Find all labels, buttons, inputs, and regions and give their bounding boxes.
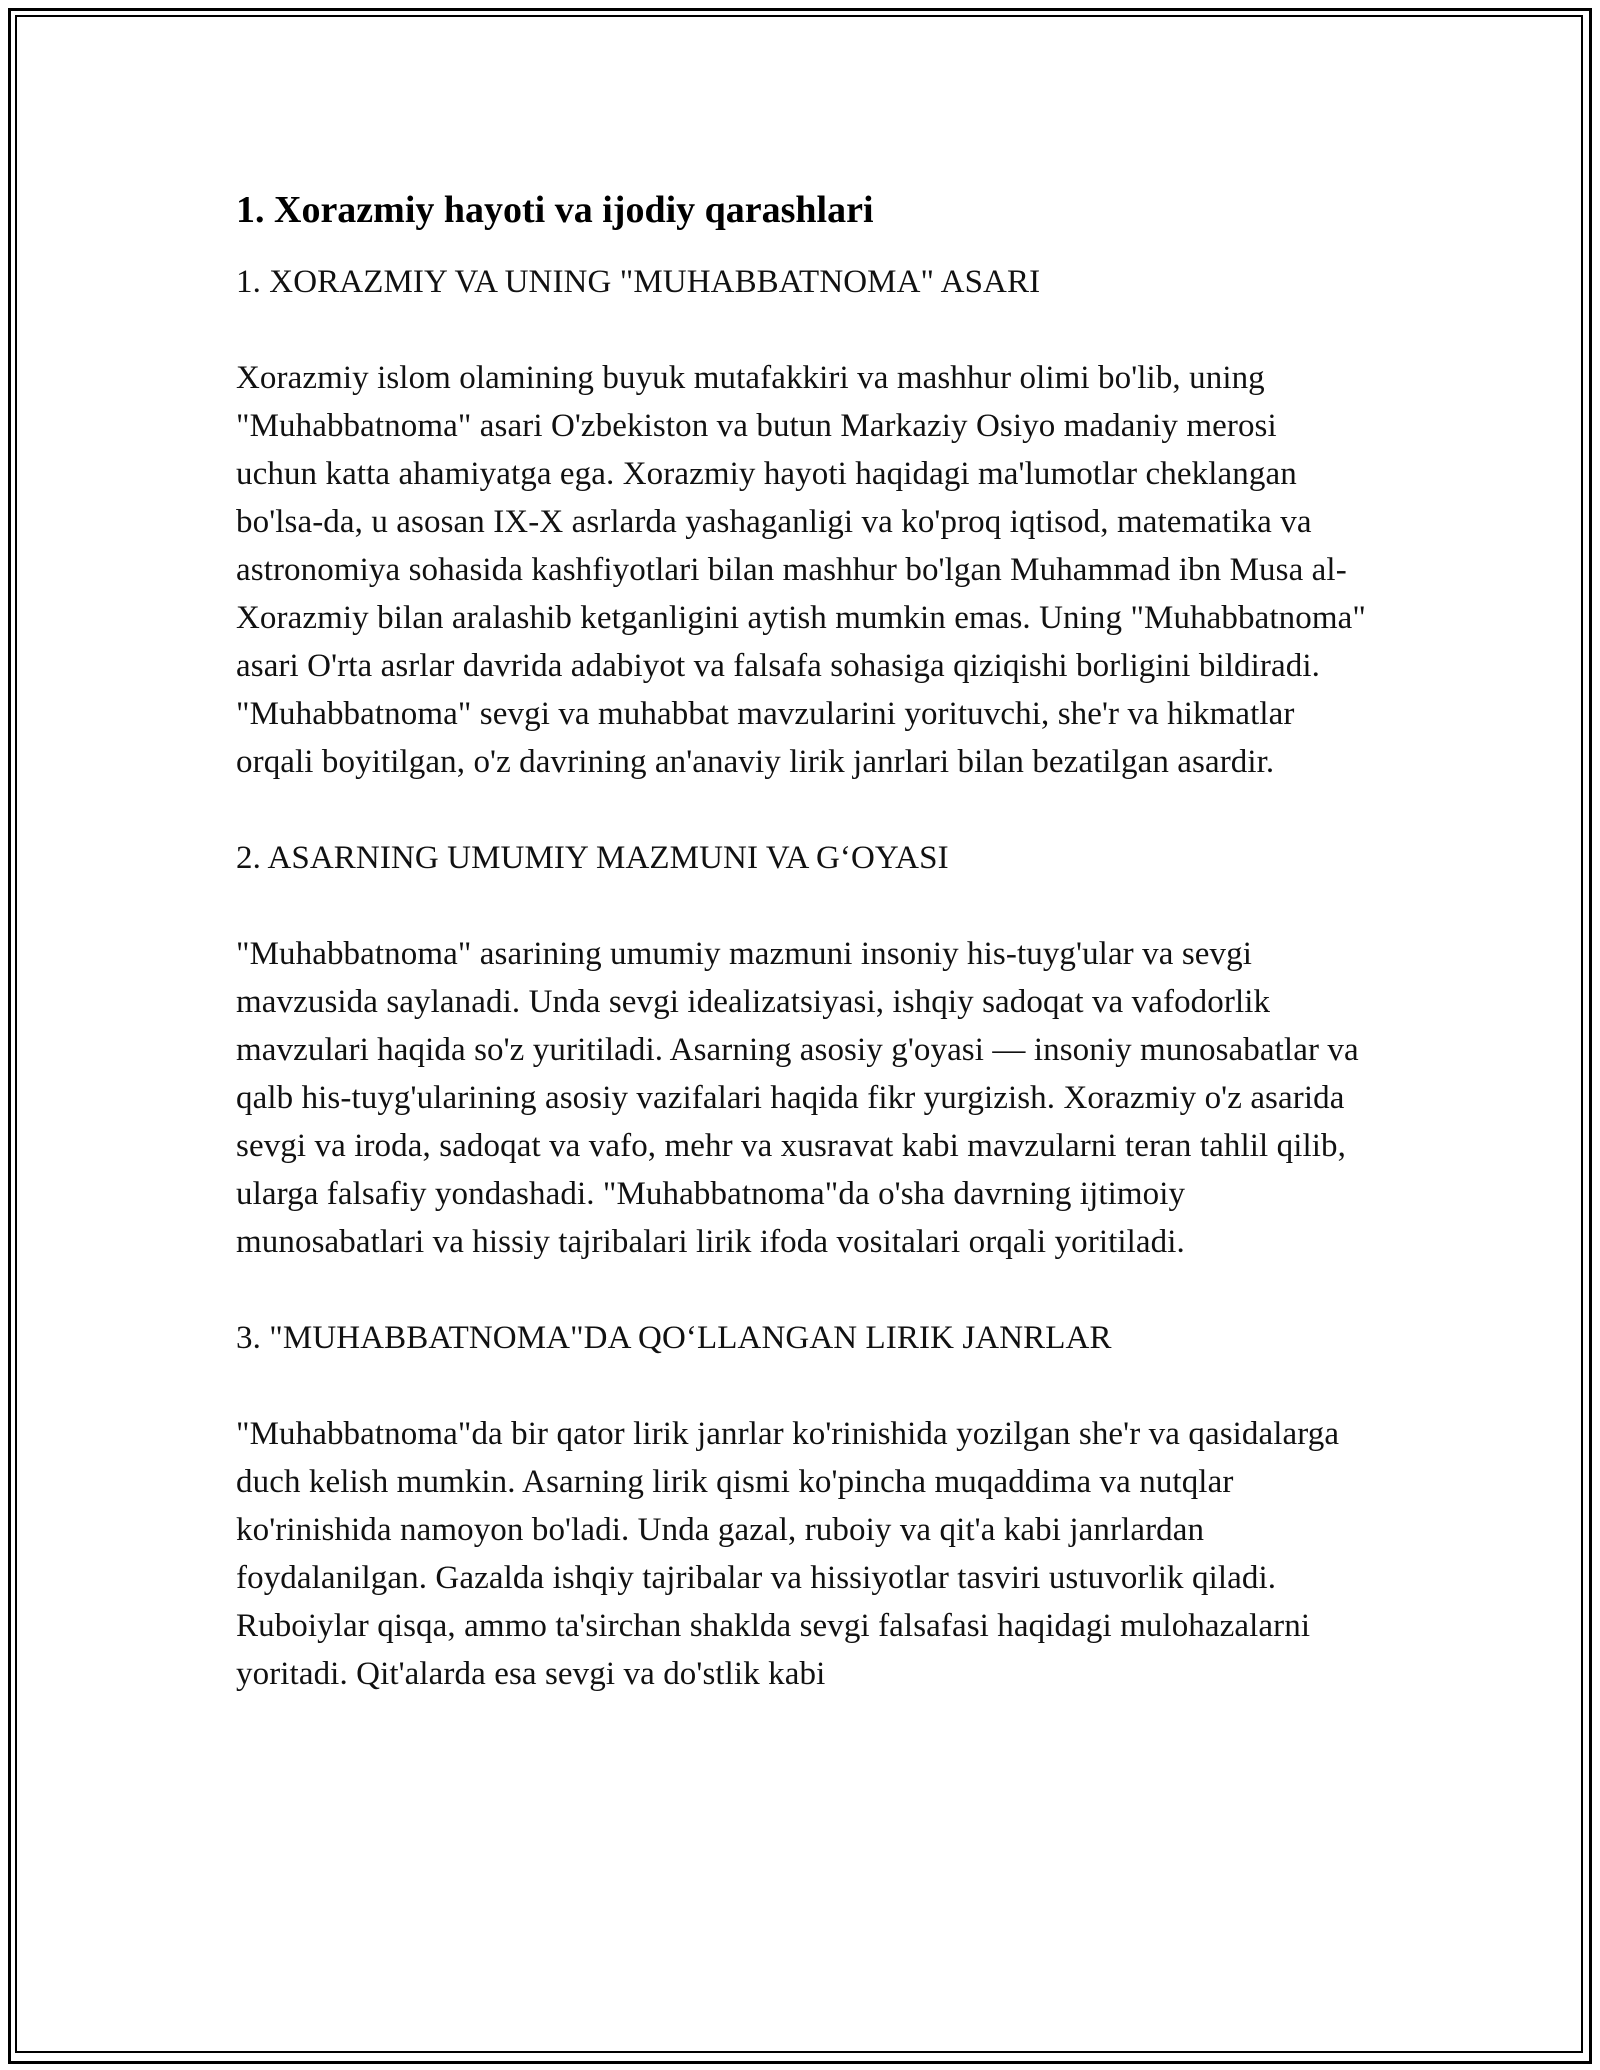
section-2 (236, 834, 1366, 1266)
section-heading: 3. "MUHABBATNOMA"DA QO‘LLANGAN LIRIK JANRLAR (236, 1320, 1112, 1356)
section-1 (236, 258, 1366, 786)
section-paragraph: "Muhabbatnoma"da bir qator lirik janrlar ko'rinishida yozilgan she'r va qasidalarga duch kelish mumkin. Asarning lirik qismi ko'pincha muqaddima va nutqlar ko'rinishida namoyon bo'ladi. Unda gazal, ruboiy va qit'a kabi janrlardan foydalanilgan. Gazalda ishqiy tajribalar va hissiyotlar tasviri ustuvorlik qiladi. Ruboiylar qisqa, ammo ta'sirchan shaklda sevgi falsafasi haqidagi mulohazalarni yoritadi. Qit'alarda esa sevgi va do'stlik kabi (236, 1416, 1340, 1692)
section-heading: 1. XORAZMIY VA UNING "MUHABBATNOMA" ASARI (236, 264, 1041, 300)
section-heading: 2. ASARNING UMUMIY MAZMUNI VA G‘OYASI (236, 840, 949, 876)
section-paragraph: Xorazmiy islom olamining buyuk mutafakkiri va mashhur olimi bo'lib, uning "Muhabbatnoma" asari O'zbekiston va butun Markaziy Osiyo madaniy merosi uchun katta ahamiyatga ega. Xorazmiy hayoti haqidagi ma'lumotlar cheklangan bo'lsa-da, u asosan IX-X asrlarda yashaganligi va ko'proq iqtisod, matematika va astronomiya sohasida kashfiyotlari bilan mashhur bo'lgan Muhammad ibn Musa al-Xorazmiy bilan aralashib ketganligini aytish mumkin emas. Uning "Muhabbatnoma" asari O'rta asrlar davrida adabiyot va falsafa sohasiga qiziqishi borligini bildiradi. "Muhabbatnoma" sevgi va muhabbat mavzularini yorituvchi, she'r va hikmatlar orqali boyitilgan, o'z davrining an'anaviy lirik janrlari bilan bezatilgan asardir. (236, 360, 1366, 780)
document-title: 1. Xorazmiy hayoti va ijodiy qarashlari (236, 189, 874, 231)
section-3 (236, 1314, 1366, 1698)
section-paragraph: "Muhabbatnoma" asarining umumiy mazmuni insoniy his-tuyg'ular va sevgi mavzusida saylanadi. Unda sevgi idealizatsiyasi, ishqiy sadoqat va vafodorlik mavzulari haqida so'z yuritiladi. Asarning asosiy g'oyasi — insoniy munosabatlar va qalb his-tuyg'ularining asosiy vazifalari haqida fikr yurgizish. Xorazmiy o'z asarida sevgi va iroda, sadoqat va vafo, mehr va xusravat kabi mavzularni teran tahlil qilib, ularga falsafiy yondashadi. "Muhabbatnoma"da o'sha davrning ijtimoiy munosabatlari va hissiy tajribalari lirik ifoda vositalari orqali yoritiladi. (236, 936, 1359, 1260)
document-body (236, 186, 1366, 1698)
